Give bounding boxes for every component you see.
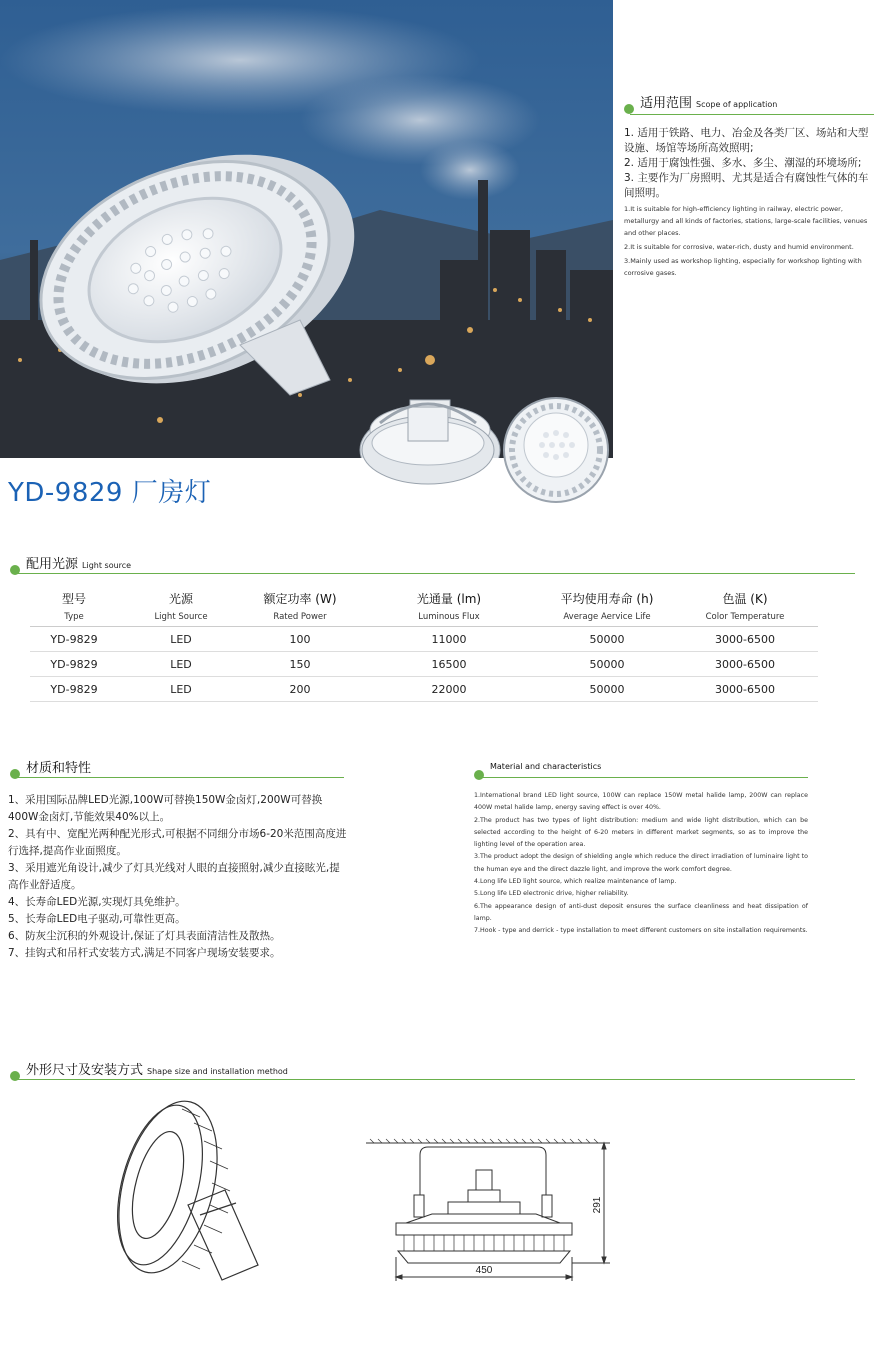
table-cell: 3000-6500	[672, 627, 818, 652]
table-cell: 3000-6500	[672, 652, 818, 677]
scope-item-cn: 2. 适用于腐蚀性强、多水、多尘、潮湿的环境场所;	[624, 157, 862, 169]
column-subheader: Luminous Flux	[356, 608, 542, 627]
materials-header-en	[474, 758, 808, 782]
light-source-title-cn: 配用光源	[26, 557, 79, 572]
scope-title-cn: 适用范围	[640, 96, 693, 111]
table-cell: 50000	[542, 627, 672, 652]
column-subheader: Light Source	[118, 608, 244, 627]
table-cell: 50000	[542, 652, 672, 677]
table-cell: YD-9829	[30, 652, 118, 677]
scope-item-en: 2.It is suitable for corrosive, water-rich, dusty and humid environment.	[624, 243, 854, 251]
spec-table	[30, 588, 818, 702]
divider	[16, 777, 344, 778]
table-row	[30, 652, 818, 677]
table-cell: YD-9829	[30, 627, 118, 652]
hero-image	[0, 0, 613, 458]
table-cell: LED	[118, 652, 244, 677]
table-header-row-cn	[30, 588, 818, 608]
column-header: 光通量 (lm)	[416, 591, 482, 606]
table-cell: 3000-6500	[672, 677, 818, 702]
height-dimension-label: 291	[592, 1196, 603, 1214]
scope-body	[624, 126, 874, 279]
column-header: 型号	[61, 591, 86, 606]
table-cell: 100	[244, 627, 356, 652]
scope-item-cn: 3. 主要作为厂房照明、尤其是适合有腐蚀性气体的车间照明。	[624, 172, 869, 199]
column-header: 光源	[168, 591, 193, 606]
product-photo-small	[360, 395, 620, 505]
product-title: YD-9829 厂房灯	[8, 478, 212, 508]
list-item: 7.Hook - type and derrick - type installation to meet different customers on site installation requirements.	[474, 927, 808, 935]
light-source-header	[10, 553, 855, 577]
divider	[16, 1079, 855, 1080]
column-header: 平均使用寿命 (h)	[560, 591, 654, 606]
materials-list-en	[474, 790, 808, 938]
scope-title-en: Scope of application	[696, 100, 778, 109]
list-item: 2、具有中、宽配光两种配光形式,可根据不同细分市场6-20米范围高度进行选择,提高作业面照度。	[8, 828, 347, 857]
dimensions-title-en: Shape size and installation method	[147, 1067, 288, 1076]
perspective-drawing	[102, 1095, 258, 1284]
front-elevation-drawing	[366, 1139, 610, 1281]
list-item: 2.The product has two types of light distribution: medium and wide light distribution, which can be selected according to the height of 6-20 meters in different market segments, so as to improve the lighting level of the operation area.	[474, 816, 808, 849]
light-source-title-en: Light source	[82, 561, 132, 570]
bullet-dot-icon	[474, 770, 484, 780]
materials-title-cn: 材质和特性	[26, 761, 92, 776]
list-item: 3.The product adopt the design of shielding angle which reduce the direct irradiation of luminaire light to the human eye and the direct dazzle light, and improve the work comfort degree.	[474, 853, 808, 873]
table-cell: 50000	[542, 677, 672, 702]
scope-item-en: 3.Mainly used as workshop lighting, especially for workshop lighting with corrosive gases.	[624, 257, 862, 277]
list-item: 6、防灰尘沉积的外观设计,保证了灯具表面清洁性及散热。	[8, 930, 281, 942]
table-cell: 200	[244, 677, 356, 702]
list-item: 1、采用国际品牌LED光源,100W可替换150W金卤灯,200W可替换400W金卤灯,节能效果40%以上。	[8, 794, 323, 823]
divider	[630, 114, 874, 115]
table-header-row-en	[30, 608, 818, 627]
table-row	[30, 627, 818, 652]
column-subheader: Color Temperature	[672, 608, 818, 627]
column-header: 色温 (K)	[722, 591, 768, 606]
list-item: 3、采用遮光角设计,减少了灯具光线对人眼的直接照射,减少直接眩光,提高作业舒适度。	[8, 862, 340, 891]
table-cell: LED	[118, 627, 244, 652]
list-item: 5、长寿命LED电子驱动,可靠性更高。	[8, 913, 186, 925]
table-cell: LED	[118, 677, 244, 702]
list-item: 4、长寿命LED光源,实现灯具免维护。	[8, 896, 186, 908]
dimensions-header	[10, 1059, 855, 1083]
width-dimension-label: 450	[475, 1265, 493, 1276]
materials-list-cn	[8, 792, 348, 962]
table-cell: YD-9829	[30, 677, 118, 702]
list-item: 1.International brand LED light source, 100W can replace 150W metal halide lamp, 200W can replace 400W metal halide lamp, energy saving effect is over 40%.	[474, 792, 808, 812]
list-item: 6.The appearance design of anti-dust deposit ensures the surface cleanliness and heat dissipation of lamp.	[474, 902, 808, 922]
bullet-dot-icon	[624, 104, 634, 114]
scope-item-en: 1.It is suitable for high-efficiency lighting in railway, electric power, metallurgy and all kinds of factories, stations, large-scale facilities, venues and other places.	[624, 205, 868, 237]
list-item: 5.Long life LED electronic drive, higher reliability.	[474, 890, 629, 898]
scope-header	[624, 92, 874, 116]
column-subheader: Average Aervice Life	[542, 608, 672, 627]
table-cell: 11000	[356, 627, 542, 652]
list-item: 7、挂钩式和吊杆式安装方式,满足不同客户现场安装要求。	[8, 947, 281, 959]
divider	[480, 777, 808, 778]
materials-header-cn	[10, 757, 344, 781]
divider	[16, 573, 855, 574]
column-subheader: Rated Power	[244, 608, 356, 627]
table-cell: 22000	[356, 677, 542, 702]
dimension-drawings	[0, 1095, 880, 1366]
dimensions-title-cn: 外形尺寸及安装方式	[26, 1063, 144, 1078]
materials-title-en: Material and characteristics	[490, 762, 602, 771]
table-cell: 16500	[356, 652, 542, 677]
list-item: 4.Long life LED light source, which realize maintenance of lamp.	[474, 878, 677, 886]
table-row	[30, 677, 818, 702]
scope-item-cn: 1. 适用于铁路、电力、冶金及各类厂区、场站和大型设施、场馆等场所高效照明;	[624, 127, 869, 154]
column-header: 额定功率 (W)	[263, 591, 337, 606]
column-subheader: Type	[30, 608, 118, 627]
table-cell: 150	[244, 652, 356, 677]
